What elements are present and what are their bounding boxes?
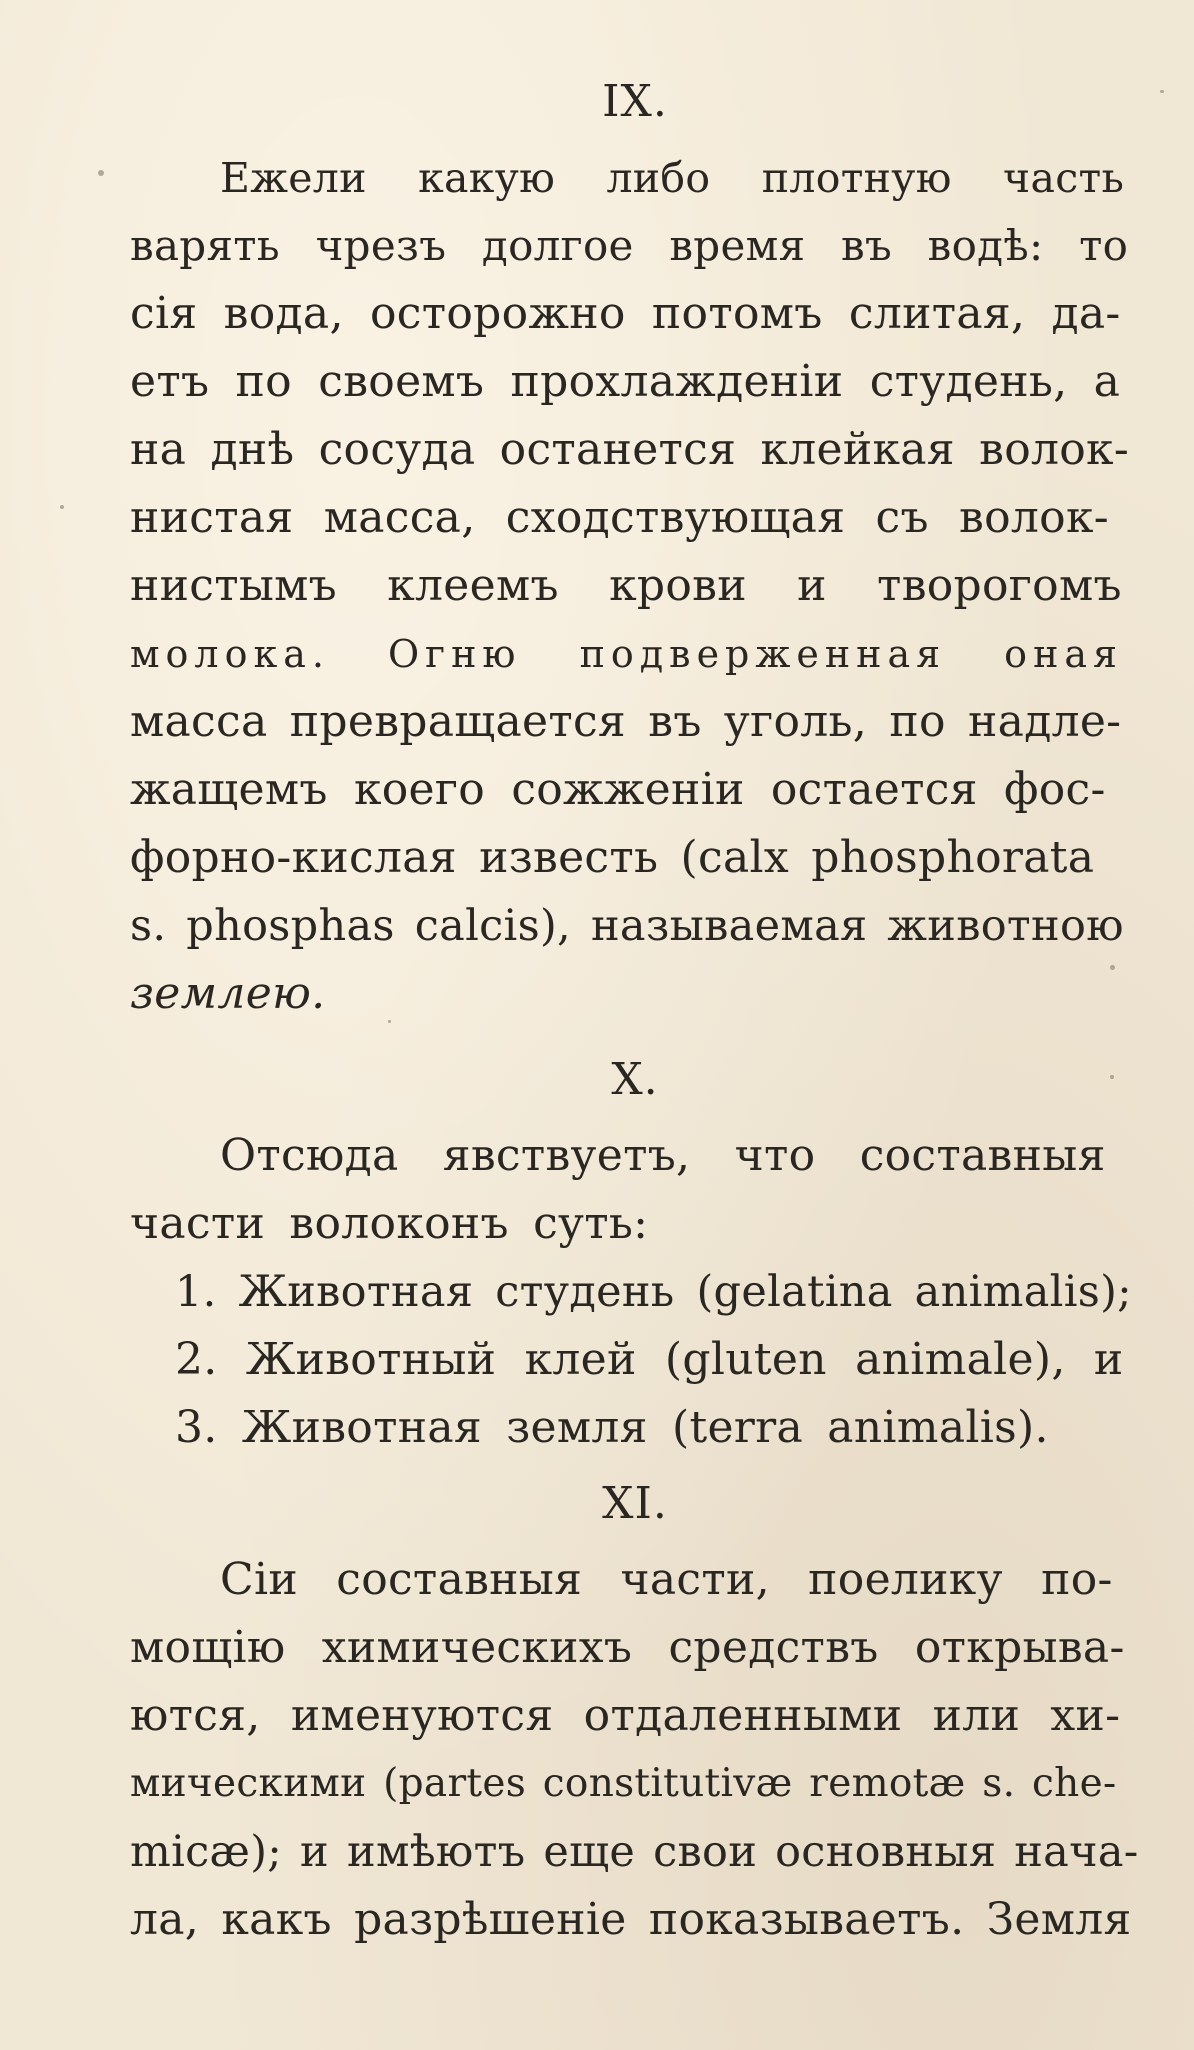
text-line	[130, 1122, 1140, 1190]
text-span: землею.	[130, 968, 326, 1019]
section-heading-ix: IX.	[602, 76, 668, 127]
text-line	[130, 1818, 1140, 1886]
text-span: на днѣ сосуда останется клейкая волок-	[130, 424, 1130, 475]
text-line	[130, 756, 1140, 824]
text-line	[130, 1682, 1140, 1750]
text-line	[130, 484, 1140, 552]
text-span: micæ); и имѣютъ еще свои основныя нача-	[130, 1827, 1139, 1877]
print-speck	[98, 170, 104, 176]
text-span: Отсюда явствуетъ, что составныя	[220, 1130, 1106, 1181]
text-line	[130, 144, 1140, 212]
text-line	[130, 1546, 1140, 1614]
text-span: жащемъ коего сожженіи остается фос-	[130, 764, 1106, 815]
text-line	[130, 552, 1140, 620]
spacer	[130, 1028, 1140, 1038]
text-span: варять чрезъ долгое время въ водѣ: то	[130, 221, 1129, 270]
list-item	[130, 1394, 1140, 1462]
text-span: етъ по своемъ прохлажденіи студень, а	[130, 356, 1121, 407]
text-span: сія вода, осторожно потомъ слитая, да-	[130, 288, 1121, 339]
text-span: Ежели какую либо плотную часть	[220, 154, 1125, 202]
text-span: 1. Животная студень (gelatina animalis);	[175, 1267, 1132, 1317]
text-span: нистая масса, сходствующая съ волок-	[130, 492, 1109, 543]
text-span: ла, какъ разрѣшеніе показываетъ. Земля	[130, 1894, 1132, 1945]
text-span: мощію химическихъ средствъ открыва-	[130, 1622, 1125, 1673]
text-line	[130, 212, 1140, 280]
text-span: форно-кислая известь (calx phosphorata	[130, 832, 1095, 883]
text-line	[130, 1614, 1140, 1682]
text-span: части волоконъ суть:	[130, 1198, 649, 1249]
text-line	[130, 1190, 1140, 1258]
print-speck	[1160, 90, 1164, 93]
text-span: s. phosphas calcis), называемая животною	[130, 901, 1124, 951]
text-span: Сіи составныя части, поелику по-	[220, 1554, 1113, 1605]
section-heading-xi: XI.	[602, 1478, 668, 1529]
text-line	[130, 280, 1140, 348]
text-line	[130, 1886, 1140, 1954]
text-line	[130, 824, 1140, 892]
list-item	[130, 1258, 1140, 1326]
text-line	[130, 1750, 1140, 1818]
text-span: 3. Животная земля (terra animalis).	[175, 1402, 1049, 1453]
text-span: нистымъ клеемъ крови и творогомъ	[130, 560, 1122, 611]
list-item	[130, 1326, 1140, 1394]
text-span: масса превращается въ уголь, по надле-	[130, 696, 1122, 747]
section-heading-x: X.	[611, 1054, 659, 1105]
page-text	[130, 60, 1140, 1954]
text-line	[130, 960, 1140, 1028]
text-span: ются, именуются отдаленными или хи-	[130, 1690, 1121, 1741]
text-line	[130, 348, 1140, 416]
text-span: 2. Животный клей (gluten animale), и	[175, 1334, 1124, 1385]
text-line	[130, 416, 1140, 484]
text-span: молока. Огню подверженная оная	[130, 632, 1124, 676]
text-line	[130, 620, 1140, 688]
text-line	[130, 892, 1140, 960]
print-speck	[60, 505, 64, 509]
text-line	[130, 688, 1140, 756]
text-span: мическими (partes constitutivæ remotæ s. che-	[130, 1761, 1117, 1806]
